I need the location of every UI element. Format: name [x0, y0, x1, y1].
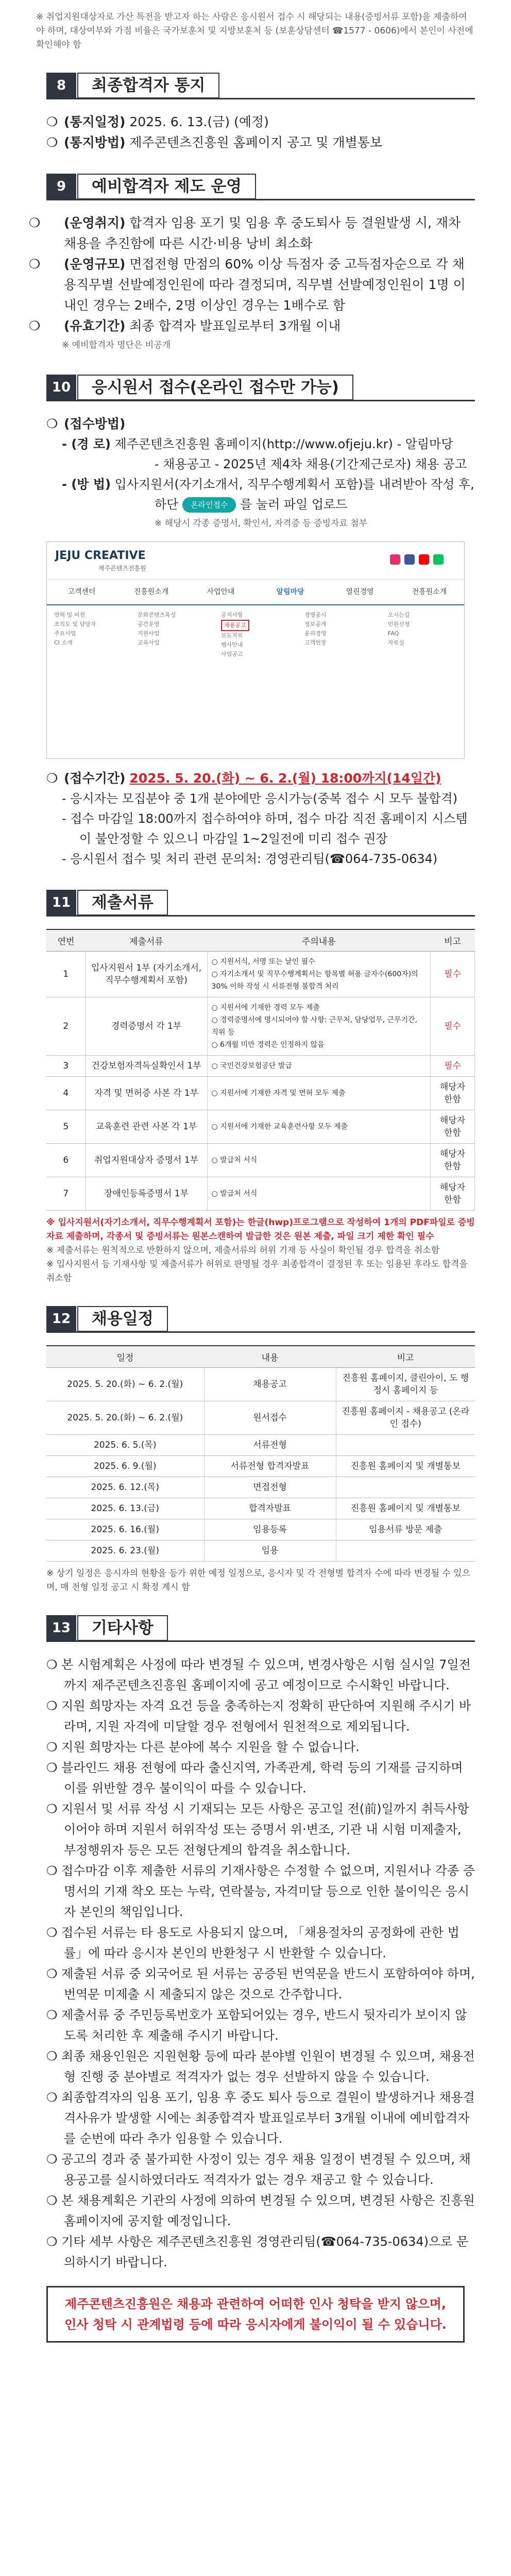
section-title: 제출서류: [77, 890, 168, 916]
section-title: 응시원서 접수(온라인 접수만 가능): [77, 375, 353, 400]
documents-footnotes: ※ 입사지원서(자기소개서, 직무수행계획서 포함)는 한글(hwp)프로그램으로 작성하여 1개의 PDF파일로 증빙자료 제출하며, 각종서 및 증빙서류는 원본스캔하여 발급한 것은 원본 제출, 파일 크기 제한 확인 필수 ※ 제출서류는 원칙적으로 반환하지 않으며, 제출서류의 허위 기재 등 사실이 확인될 경우 합격을 취소함 ※ 입사지원서 등 기재사항 및 제출서류가 허위로 판명될 경우 최종합격이 결정된 후 또는 임용된 후라도 합격을 취소함: [46, 1217, 475, 1283]
section-11-header: [0, 887, 511, 919]
nav-item[interactable]: 열린경영: [346, 588, 374, 596]
list-item: ❍ 최종 채용인원은 지원현황 등에 따라 분야별 인원이 변경될 수 있으며, 채용전형 진행 중 분야별로 적격자가 없는 경우 선발하지 않을 수 있습니다.: [46, 2049, 475, 2084]
how-note: ※ 해당시 각종 증명서, 확인서, 자격증 등 증빙자료 첨부: [155, 518, 368, 529]
table-row: 2025. 6. 12.(목) 면접전형: [46, 1477, 475, 1498]
documents-table: 연번 제출서류 주의내용 비고 1 입사지원서 1부 (자기소개서, 직무수행계획서 포함) ○ 지원서식, 서명 또는 날인 필수 ○ 자기소개서 및 직무수행계획서는 항목별 허용 글자수(600자)의 30% 이하 작성 시 서류전형 불합격 처리 필수 2 경력증명서 각 1부 ○ 지원서에 기재한 경력 모두 제출 ○ 경력증명서에 명시되어야 할 사항: 근무처, 담당업무, 근무기간, 직위 등 ○ 6개월 미만 경력은 인정하지 않음 필수 3 건강보험자격득실확인서 1부 ○ 국민건강보험공단 발급 필수 4 자격 및 면허증 사본 각 1부 ○ 지원서에 기재한 자격 및 면허 모두 제출 해당자 한함 5 교육훈련 관련 사본 각 1부 ○ 지원서에 기재한 교육훈련사항 모두 제출 해당자 한함 6 취업지원대상자 증명서 1부 ○ 발급처 서식 해당자 한함 7 장애인등록증명서 1부 ○ 발급처 서식 해당자 한함: [46, 929, 475, 1211]
how-to-2: 하단 온라인접수 를 눌러 파일 업로드: [155, 497, 348, 512]
web-route: - (경 로) 제주콘텐츠진흥원 홈페이지(http://www.ofjeju.kr) - 알림마당: [62, 437, 453, 451]
sec8-item: ❍ (통지방법) 제주콘텐츠진흥원 홈페이지 공고 및 개별통보: [46, 135, 383, 150]
section-10-header: [0, 371, 511, 403]
method-label: ❍ (접수방법): [46, 416, 126, 431]
no-solicitation-notice: 제주콘텐츠진흥원은 채용과 관련하여 어떠한 인사 청탁을 받지 않으며, 인사 청탁 시 관계법령 등에 따라 응시자에게 불이익이 될 수 있습니다.: [46, 2286, 465, 2343]
list-item: ❍ 최종합격자의 임용 포기, 임용 후 중도 퇴사 등으로 결원이 발생하거나 채용결격사유가 발생할 시에는 최종합격자 발표일로부터 3개월 이내에 예비합격자를 순번에 따라 추가 임용할 수 있습니다.: [46, 2090, 475, 2146]
sec8-item: ❍ (통지일정) 2025. 6. 13.(금) (예정): [46, 114, 269, 129]
sec9-note: ※ 예비합격자 명단은 비공개: [62, 340, 171, 350]
section-number: 12: [46, 1306, 76, 1332]
table-row: 2025. 6. 13.(금) 합격자발표 진흥원 홈페이지 및 개별통보: [46, 1498, 475, 1519]
social-icons: [390, 554, 444, 565]
nav-item[interactable]: 고객센터: [67, 588, 96, 596]
menu-columns: 연혁 및 비전 조직도 및 담당자 주요사업 CI 소개 문화콘텐츠육성 공간운영 지원사업 교육사업 공지사항 채용공고 보도자료 행사안내 사업공고 경영공시 정보공개 윤리경영 고객헌장 오시는길 민원신청 FAQ 자료실: [54, 612, 410, 657]
site-logo-sub: 제주콘텐츠진흥원: [98, 565, 146, 572]
period-bullet: - 응시자는 모집분야 중 1개 분야에만 응시가능(중복 접수 시 모두 불합격): [62, 791, 458, 806]
table-row: 5 교육훈련 관련 사본 각 1부 ○ 지원서에 기재한 교육훈련사항 모두 제출 해당자 한함: [46, 1110, 475, 1144]
sec9-item: ❍ (운영취지) 합격자 임용 포기 및 임용 후 중도퇴사 등 결원발생 시, 재차 채용을 추진함에 따른 시간·비용 낭비 최소화: [29, 215, 461, 251]
section-number: 10: [46, 375, 76, 400]
section-title: 예비합격자 제도 운영: [77, 174, 256, 199]
table-row: 1 입사지원서 1부 (자기소개서, 직무수행계획서 포함) ○ 지원서식, 서명 또는 날인 필수 ○ 자기소개서 및 직무수행계획서는 항목별 허용 글자수(600자)의 30% 이하 작성 시 서류전형 불합격 처리 필수: [46, 952, 475, 997]
list-item: ❍ 접수된 서류는 타 용도로 사용되지 않으며, 「채용절차의 공정화에 관한 법률」에 따라 응시자 본인의 반환청구 시 반환할 수 있습니다.: [46, 1925, 459, 1960]
table-row: 2 경력증명서 각 1부 ○ 지원서에 기재한 경력 모두 제출 ○ 경력증명서에 명시되어야 할 사항: 근무처, 담당업무, 근무기간, 직위 등 ○ 6개월 미만 경력은 인정하지 않음 필수: [46, 997, 475, 1056]
table-row: 3 건강보험자격득실확인서 1부 ○ 국민건강보험공단 발급 필수: [46, 1056, 475, 1077]
section-number: 8: [46, 73, 76, 98]
website-screenshot: [46, 541, 465, 759]
instagram-icon: [390, 554, 400, 565]
list-item: ❍ 제출서류 중 주민등록번호가 포함되어있는 경우, 반드시 뒷자리가 보이지 않도록 처리한 후 제출해 주시기 바랍니다.: [46, 2008, 467, 2043]
section-8-header: [0, 70, 511, 101]
section-number: 13: [46, 1615, 76, 1641]
site-nav: [47, 580, 464, 605]
section-12-header: [0, 1303, 511, 1335]
youtube-icon: [419, 554, 429, 565]
list-item: ❍ 제출된 서류 중 외국어로 된 서류는 공증된 번역문을 반드시 포함하여야 하며, 번역문 미제출 시 제출되지 않은 것으로 간주합니다.: [46, 1967, 475, 2002]
list-item: ❍ 지원 희망자는 자격 요건 등을 충족하는지 정확히 판단하여 지원해 주시기 바라며, 지원 자격에 미달할 경우 전형에서 원천적으로 제외됩니다.: [46, 1699, 471, 1734]
nav-item[interactable]: 사업안내: [207, 588, 235, 596]
table-row: 2025. 5. 20.(화) ~ 6. 2.(월) 채용공고 진흥원 홈페이지, 클린아이, 도 행정시 홈페이지 등: [46, 1368, 475, 1401]
section-title: 기타사항: [77, 1615, 168, 1641]
list-item: ❍ 기타 세부 사항은 제주콘텐츠진흥원 경영관리팀(☎064-735-0634)으로 문의하시기 바랍니다.: [46, 2234, 469, 2269]
sec9-item: ❍ (운영규모) 면접전형 만점의 60% 이상 득점자 중 고득점자순으로 각 채용직무별 선발예정인원에 따라 결정되며, 직무별 선발예정인원이 1명 이내인 경우는 2배수, 2명 이상인 경우는 1배수로 함: [29, 257, 466, 313]
nav-item[interactable]: 진흥원소개: [133, 588, 169, 596]
list-item: ❍ 접수마감 이후 제출한 서류의 기재사항은 수정할 수 없으며, 지원서나 각종 증명서의 기재 착오 또는 누락, 연락불능, 자격미달 등으로 인한 불이익은 응시자 본인의 책임입니다.: [46, 1863, 475, 1919]
section-number: 9: [46, 174, 76, 199]
how-to: - (방 법) 입사지원서(자기소개서, 직무수행계획서 포함)를 내려받아 작성 후,: [62, 477, 474, 492]
list-item: ❍ 본 채용계획은 기관의 사정에 의하여 변경될 수 있으며, 변경된 사항은 진흥원 홈페이지에 공지할 예정입니다.: [46, 2193, 475, 2228]
web-route-2: - 채용공고 - 2025년 제4차 채용(기간제근로자) 채용 공고: [155, 457, 467, 471]
nav-item[interactable]: 알림마당: [276, 588, 304, 596]
table-row: 2025. 6. 5.(목) 서류전형: [46, 1435, 475, 1456]
period: ❍ (접수기간) 2025. 5. 20.(화) ~ 6. 2.(월) 18:00까지(14일간): [46, 771, 441, 786]
facebook-icon: [404, 554, 415, 565]
misc-list: [0, 1654, 511, 2273]
blog-icon: [433, 554, 444, 565]
sec9-item: ❍ (유효기간) 최종 합격자 발표일로부터 3개월 이내: [29, 318, 341, 333]
list-item: ❍ 블라인드 채용 전형에 따라 출신지역, 가족관계, 학력 등의 기재를 금지하며 이를 위반할 경우 불이익이 따를 수 있습니다.: [46, 1760, 463, 1795]
period-bullet: - 접수 마감일 18:00까지 접수하여야 하며, 접수 마감 직전 홈페이지 시스템이 불안정할 수 있으니 마감일 1~2일전에 미리 접수 권장: [62, 811, 468, 846]
table-row: 4 자격 및 면허증 사본 각 1부 ○ 지원서에 기재한 자격 및 면허 모두 제출 해당자 한함: [46, 1077, 475, 1110]
table-row: 2025. 6. 9.(월) 서류전형 합격자발표 진흥원 홈페이지 및 개별통보: [46, 1456, 475, 1477]
recruit-menu-highlight[interactable]: 채용공고: [221, 620, 249, 631]
table-row: 2025. 6. 16.(월) 임용등록 임용서류 방문 제출: [46, 1519, 475, 1540]
section-number: 11: [46, 890, 76, 916]
period-bullet: - 응시원서 접수 및 처리 관련 문의처: 경영관리팀(☎064-735-0634): [62, 852, 438, 866]
list-item: ❍ 본 시험계획은 사정에 따라 변경될 수 있으며, 변경사항은 시험 실시일 7일전까지 제주콘텐츠진흥원 홈페이지에 공고 예정이므로 수시확인 바랍니다.: [46, 1657, 471, 1692]
table-row: 2025. 6. 23.(월) 임용: [46, 1540, 475, 1562]
section-title: 채용일정: [77, 1306, 168, 1332]
list-item: ❍ 지원서 및 서류 작성 시 기재되는 모든 사항은 공고일 전(前)일까지 취득사항이어야 하며 지원서 허위작성 또는 증명서 위·변조, 기관 내 시험 미제출자, 부정행위자 등은 모든 전형단계의 합격을 취소합니다.: [46, 1802, 469, 1857]
online-apply-button[interactable]: 온라인접수: [182, 497, 236, 513]
section-13-header: [0, 1612, 511, 1644]
section-9-header: [0, 171, 511, 202]
site-logo: JEJU CREATIVE: [55, 549, 146, 562]
list-item: ❍ 지원 희망자는 다른 분야에 복수 지원을 할 수 없습니다.: [46, 1740, 360, 1754]
table-row: 7 장애인등록증명서 1부 ○ 발급처 서식 해당자 한함: [46, 1177, 475, 1211]
schedule-footnote: ※ 상기 일정은 응시자의 현황을 등가 위한 예정 일정으로, 응시자 및 각 전형별 합격자 수에 따라 변경될 수 있으며, 매 전형 일정 공고 시 확정 계시 함: [46, 1568, 471, 1592]
list-item: ❍ 공고의 경과 중 불가피한 사정이 있는 경우 채용 일정이 변경될 수 있으며, 채용공고를 실시하였더라도 적격자가 없는 경우 재공고 할 수 있습니다.: [46, 2152, 471, 2187]
table-row: 6 취업지원대상자 증명서 1부 ○ 발급처 서식 해당자 한함: [46, 1144, 475, 1177]
table-row: 2025. 5. 20.(화) ~ 6. 2.(월) 원서접수 진흥원 홈페이지 - 채용공고 (온라인 접수): [46, 1401, 475, 1435]
schedule-table: 일정 내용 비고 2025. 5. 20.(화) ~ 6. 2.(월) 채용공고 진흥원 홈페이지, 클린아이, 도 행정시 홈페이지 등 2025. 5. 20.(화) ~ 6. 2.(월) 원서접수 진흥원 홈페이지 - 채용공고 (온라인 접수) 2025. 6. 5.(목) 서류전형 2025. 6. 9.(월) 서류전형 합격자발표 진흥원 홈페이지 및 개별통보 2025. 6. 12.(목) 면접전형 2025. 6. 13.(금) 합격자발표 진흥원 홈페이지 및 개별통보 2025. 6. 16.(월) 임용등록 임용서류 방문 제출 2025. 6. 23.(월) 임용: [46, 1345, 475, 1562]
veteran-note: ※ 취업지원대상자로 가산 특전을 받고자 하는 사람은 응시원서 접수 시 해당되는 내용(증빙서류 포함)을 제출하여야 하며, 대상여부와 가점 비율은 국가보훈처 및 지방보훈처 등 (보훈상담센터 ☎1577 - 0606)에서 본인이 사전에 확인해야 함: [36, 12, 473, 50]
section-title: 최종합격자 통지: [77, 73, 219, 98]
nav-item[interactable]: 전흥원소개: [412, 588, 447, 596]
